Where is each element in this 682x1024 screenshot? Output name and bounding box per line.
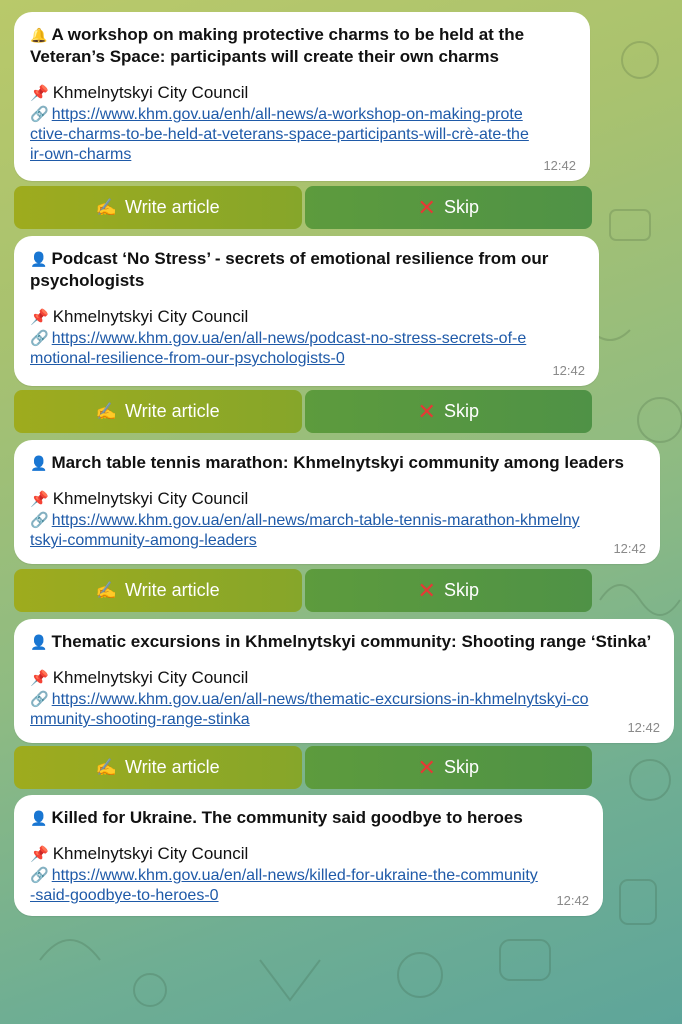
red-x-icon: ✕ [417,754,436,780]
message-link-row [30,511,644,551]
message-timestamp: 12:42 [556,893,589,908]
inline-keyboard [14,186,592,229]
skip-button[interactable] [305,390,593,433]
write-article-label: Write article [124,197,220,217]
person-icon: 👤 [30,810,48,826]
person-icon: 👤 [30,455,48,471]
message-link-row [30,690,658,730]
message-title [30,24,574,68]
message-timestamp: 12:42 [613,541,646,556]
link-icon: 🔗 [30,512,49,529]
pushpin-icon: 📌 [30,670,49,687]
message-timestamp: 12:42 [627,720,660,735]
source-name: Khmelnytskyi City Council [52,83,249,102]
message-source [30,82,574,105]
red-x-icon: ✕ [417,577,436,603]
message-link-row [30,329,583,369]
write-article-label: Write article [124,580,220,600]
message-source [30,843,587,866]
article-link[interactable]: https://www.khm.gov.ua/en/all-news/thematic-excursions-in-khmelnytskyi-community-shooting-range-stinka [30,691,589,728]
message-title [30,807,587,829]
skip-button[interactable] [305,186,593,229]
writing-hand-icon: ✍️ [95,757,117,777]
message-bubble [14,12,590,181]
message-bubble [14,440,660,564]
article-link[interactable]: https://www.khm.gov.ua/en/all-news/killed-for-ukraine-the-community-said-goodbye-to-heroes-0 [30,867,538,904]
skip-button[interactable] [305,746,593,789]
source-name: Khmelnytskyi City Council [52,307,249,326]
message-source [30,306,583,329]
write-article-button[interactable] [14,569,302,612]
pushpin-icon: 📌 [30,491,49,508]
message-bubble [14,795,603,916]
message-link-row [30,105,574,165]
link-icon: 🔗 [30,106,49,123]
message-bubble [14,236,599,386]
pushpin-icon: 📌 [30,846,49,863]
message-title-text: Thematic excursions in Khmelnytskyi community: Shooting range ‘Stinka’ [51,632,652,651]
bell-icon: 🔔 [30,27,48,43]
article-link[interactable]: https://www.khm.gov.ua/en/all-news/march-table-tennis-marathon-khmelnytskyi-community-among-leaders [30,512,580,549]
message-bubble [14,619,674,743]
skip-label: Skip [443,401,479,421]
pushpin-icon: 📌 [30,85,49,102]
message-source [30,667,658,690]
skip-label: Skip [443,197,479,217]
message-link-row [30,866,587,906]
article-link[interactable]: https://www.khm.gov.ua/enh/all-news/a-workshop-on-making-protective-charms-to-be-held-at-veterans-space-participants-will-crè-ate-their-own-charms [30,106,529,163]
message-source [30,488,644,511]
write-article-button[interactable] [14,186,302,229]
inline-keyboard [14,746,592,789]
message-timestamp: 12:42 [543,158,576,173]
inline-keyboard [14,390,592,433]
write-article-button[interactable] [14,390,302,433]
message-title-text: A workshop on making protective charms to be held at the Veteran’s Space: participants will create their own charms [30,25,525,66]
link-icon: 🔗 [30,867,49,884]
message-title-text: March table tennis marathon: Khmelnytskyi community among leaders [51,453,624,472]
red-x-icon: ✕ [417,194,436,220]
write-article-label: Write article [124,757,220,777]
write-article-button[interactable] [14,746,302,789]
pushpin-icon: 📌 [30,309,49,326]
message-title [30,452,644,474]
write-article-label: Write article [124,401,220,421]
writing-hand-icon: ✍️ [95,580,117,600]
skip-button[interactable] [305,569,593,612]
message-title-text: Podcast ‘No Stress’ - secrets of emotional resilience from our psychologists [30,249,549,290]
writing-hand-icon: ✍️ [95,197,117,217]
article-link[interactable]: https://www.khm.gov.ua/en/all-news/podcast-no-stress-secrets-of-emotional-resilience-from-our-psychologists-0 [30,330,527,367]
source-name: Khmelnytskyi City Council [52,844,249,863]
link-icon: 🔗 [30,330,49,347]
person-icon: 👤 [30,634,48,650]
person-icon: 👤 [30,251,48,267]
red-x-icon: ✕ [417,398,436,424]
skip-label: Skip [443,757,479,777]
writing-hand-icon: ✍️ [95,401,117,421]
skip-label: Skip [443,580,479,600]
source-name: Khmelnytskyi City Council [52,489,249,508]
message-timestamp: 12:42 [552,363,585,378]
link-icon: 🔗 [30,691,49,708]
message-title [30,248,583,292]
message-title [30,631,658,653]
message-title-text: Killed for Ukraine. The community said goodbye to heroes [51,808,523,827]
inline-keyboard [14,569,592,612]
source-name: Khmelnytskyi City Council [52,668,249,687]
